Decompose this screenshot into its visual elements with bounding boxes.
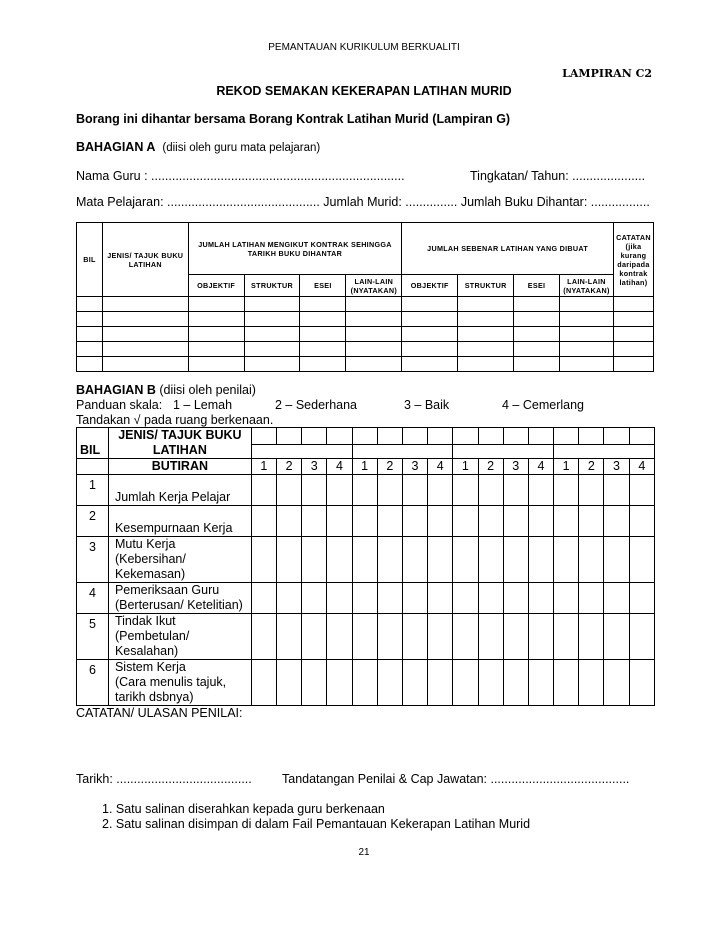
rating-cell[interactable]: [277, 537, 302, 583]
panduan-label: Panduan skala:: [76, 398, 163, 412]
criteria-line: (Berterusan/ Ketelitian): [114, 598, 243, 612]
catatan-ulasan-label: CATATAN/ ULASAN PENILAI:: [76, 706, 243, 720]
tarikh-field: Tarikh: .......................................: [76, 772, 252, 786]
rating-cell[interactable]: [352, 583, 377, 614]
empty-row[interactable]: [77, 297, 654, 312]
section-a-heading: [76, 140, 320, 154]
empty-row[interactable]: [77, 327, 654, 342]
criteria-row: [77, 583, 655, 614]
rating-cell[interactable]: [528, 583, 553, 614]
rating-cell[interactable]: [528, 506, 553, 537]
sub-objektif: OBJEKTIF: [188, 275, 244, 297]
criteria-line: tarikh dsbnya): [114, 690, 194, 704]
rating-cell[interactable]: [428, 475, 453, 506]
rating-cell[interactable]: [554, 583, 579, 614]
scale-num: 2: [377, 459, 402, 475]
criteria-line: (Pembetulan/: [114, 629, 190, 643]
scale-num: 2: [478, 459, 503, 475]
scale-num: 2: [277, 459, 302, 475]
rating-cell[interactable]: [604, 660, 629, 706]
rating-cell[interactable]: [478, 506, 503, 537]
section-b-table: [76, 427, 655, 706]
bil-header: BIL: [77, 428, 109, 459]
rating-cell[interactable]: [251, 537, 276, 583]
scale-num: 3: [302, 459, 327, 475]
note-1: 1. Satu salinan diserahkan kepada guru berkenaan: [102, 802, 385, 816]
criteria-line: Jumlah Kerja Pelajar: [114, 490, 231, 504]
rating-cell[interactable]: [554, 475, 579, 506]
scale-num: 1: [352, 459, 377, 475]
rating-cell[interactable]: [528, 537, 553, 583]
rating-cell[interactable]: [453, 475, 478, 506]
rating-cell[interactable]: [352, 506, 377, 537]
scale-num: 1: [554, 459, 579, 475]
rating-cell[interactable]: [327, 614, 352, 660]
rating-cell[interactable]: [554, 506, 579, 537]
criteria-line: Mutu Kerja: [114, 537, 176, 551]
rating-cell[interactable]: [428, 614, 453, 660]
sub-struktur: STRUKTUR: [458, 275, 514, 297]
rating-cell[interactable]: [251, 506, 276, 537]
rating-cell[interactable]: [629, 475, 654, 506]
criteria-text: [108, 537, 251, 583]
empty-row[interactable]: [77, 342, 654, 357]
rating-cell[interactable]: [579, 506, 604, 537]
criteria-text: [108, 614, 251, 660]
section-b-heading: [76, 383, 256, 397]
mata-pelajaran-field: Mata Pelajaran: ............................................ Jumlah Murid: ............... Jumlah Buku Dihantar: .................: [76, 195, 650, 209]
rating-cell[interactable]: [352, 660, 377, 706]
scale-num: 3: [604, 459, 629, 475]
rating-cell[interactable]: [604, 506, 629, 537]
rating-cell[interactable]: [579, 614, 604, 660]
tandatangan-field: Tandatangan Penilai & Cap Jawatan: ........................................: [282, 772, 630, 786]
rating-cell[interactable]: [251, 475, 276, 506]
criteria-text: [108, 660, 251, 706]
rating-cell[interactable]: [478, 475, 503, 506]
section-a-title: BAHAGIAN A: [76, 140, 156, 154]
rating-cell[interactable]: [327, 583, 352, 614]
rating-cell[interactable]: [302, 506, 327, 537]
rating-cell[interactable]: [302, 583, 327, 614]
rating-cell[interactable]: [528, 614, 553, 660]
rating-cell[interactable]: [377, 660, 402, 706]
rating-cell[interactable]: [277, 660, 302, 706]
rating-cell[interactable]: [453, 506, 478, 537]
rating-cell[interactable]: [478, 537, 503, 583]
rating-cell[interactable]: [528, 475, 553, 506]
criteria-line: Kekemasan): [114, 567, 186, 581]
criteria-row: [77, 506, 655, 537]
scale-3: 3 – Baik: [404, 398, 450, 412]
empty-row[interactable]: [77, 312, 654, 327]
page-header: PEMANTAUAN KURIKULUM BERKUALITI: [268, 42, 460, 53]
criteria-line: Sistem Kerja: [114, 660, 186, 674]
nama-guru-field: Nama Guru : .........................................................................: [76, 169, 405, 183]
sub-struktur: STRUKTUR: [244, 275, 300, 297]
rating-cell[interactable]: [352, 614, 377, 660]
kontrak-header: JUMLAH LATIHAN MENGIKUT KONTRAK SEHINGGA TARIKH BUKU DIHANTAR: [188, 223, 402, 275]
rating-cell[interactable]: [402, 660, 427, 706]
tandakan-instruction: Tandakan √ pada ruang berkenaan.: [76, 413, 274, 427]
rating-cell[interactable]: [302, 660, 327, 706]
sub-lain-lain: LAIN-LAIN (NYATAKAN): [346, 275, 402, 297]
rating-cell[interactable]: [503, 614, 528, 660]
criteria-line: (Cara menulis tajuk,: [114, 675, 227, 689]
butiran-header: BUTIRAN: [108, 459, 251, 475]
scale-num: 4: [528, 459, 553, 475]
rating-cell[interactable]: [453, 583, 478, 614]
rating-cell[interactable]: [604, 614, 629, 660]
criteria-row: [77, 475, 655, 506]
form-title: REKOD SEMAKAN KEKERAPAN LATIHAN MURID: [216, 84, 512, 98]
criteria-row: [77, 660, 655, 706]
rating-cell[interactable]: [402, 614, 427, 660]
lampiran-label: LAMPIRAN C2: [562, 67, 652, 80]
criteria-number: 2: [77, 506, 109, 537]
section-b-note: (diisi oleh penilai): [159, 383, 256, 397]
rating-cell[interactable]: [402, 506, 427, 537]
section-b-title: BAHAGIAN B: [76, 383, 156, 397]
scale-4: 4 – Cemerlang: [502, 398, 584, 412]
rating-cell[interactable]: [503, 660, 528, 706]
catatan-header: CATATAN (jika kurang daripada kontrak latihan): [613, 223, 653, 297]
rating-cell[interactable]: [352, 537, 377, 583]
sub-esei: ESEI: [514, 275, 560, 297]
rating-cell[interactable]: [503, 506, 528, 537]
rating-cell[interactable]: [629, 583, 654, 614]
section-a-table: [76, 222, 654, 372]
form-subtitle: Borang ini dihantar bersama Borang Kontrak Latihan Murid (Lampiran G): [76, 112, 511, 126]
rating-cell[interactable]: [453, 537, 478, 583]
rating-cell[interactable]: [579, 475, 604, 506]
scale-num: 4: [327, 459, 352, 475]
empty-row[interactable]: [77, 357, 654, 372]
rating-cell[interactable]: [352, 475, 377, 506]
rating-cell[interactable]: [277, 614, 302, 660]
rating-cell[interactable]: [629, 506, 654, 537]
criteria-text: [108, 475, 251, 506]
rating-cell[interactable]: [327, 537, 352, 583]
rating-cell[interactable]: [402, 537, 427, 583]
rating-cell[interactable]: [377, 475, 402, 506]
criteria-row: [77, 537, 655, 583]
criteria-number: 4: [77, 583, 109, 614]
rating-cell[interactable]: [327, 660, 352, 706]
rating-cell[interactable]: [579, 660, 604, 706]
rating-cell[interactable]: [302, 537, 327, 583]
rating-cell[interactable]: [478, 660, 503, 706]
rating-cell[interactable]: [302, 475, 327, 506]
rating-cell[interactable]: [503, 475, 528, 506]
scale-2: 2 – Sederhana: [275, 398, 358, 412]
rating-cell[interactable]: [554, 537, 579, 583]
jenis-header: JENIS/ TAJUK BUKU LATIHAN: [102, 223, 188, 297]
criteria-number: 5: [77, 614, 109, 660]
jenis-header: JENIS/ TAJUK BUKU LATIHAN: [108, 428, 251, 459]
rating-cell[interactable]: [453, 614, 478, 660]
rating-cell[interactable]: [629, 537, 654, 583]
sub-objektif: OBJEKTIF: [402, 275, 458, 297]
criteria-line: Tindak Ikut: [114, 614, 176, 628]
bil-header: BIL: [77, 223, 103, 297]
rating-cell[interactable]: [604, 583, 629, 614]
tingkatan-field: Tingkatan/ Tahun: .....................: [470, 169, 646, 183]
criteria-text: [108, 583, 251, 614]
rating-cell[interactable]: [302, 614, 327, 660]
rating-cell[interactable]: [453, 660, 478, 706]
rating-cell[interactable]: [402, 583, 427, 614]
rating-cell[interactable]: [377, 614, 402, 660]
rating-cell[interactable]: [377, 583, 402, 614]
rating-cell[interactable]: [251, 583, 276, 614]
sub-esei: ESEI: [300, 275, 346, 297]
sub-lain-lain: LAIN-LAIN (NYATAKAN): [559, 275, 613, 297]
criteria-line: Pemeriksaan Guru: [114, 583, 220, 597]
criteria-row: [77, 614, 655, 660]
rating-cell[interactable]: [604, 475, 629, 506]
rating-cell[interactable]: [402, 475, 427, 506]
rating-cell[interactable]: [428, 506, 453, 537]
rating-cell[interactable]: [503, 583, 528, 614]
rating-cell[interactable]: [327, 506, 352, 537]
page-number: 21: [358, 847, 370, 858]
scale-num: 3: [503, 459, 528, 475]
criteria-line: Kesempurnaan Kerja: [114, 521, 233, 535]
rating-cell[interactable]: [428, 660, 453, 706]
rating-cell[interactable]: [377, 506, 402, 537]
rating-cell[interactable]: [554, 614, 579, 660]
criteria-number: 1: [77, 475, 109, 506]
rating-cell[interactable]: [327, 475, 352, 506]
rating-cell[interactable]: [579, 537, 604, 583]
rating-cell[interactable]: [277, 583, 302, 614]
scale-num: 4: [428, 459, 453, 475]
rating-cell[interactable]: [277, 475, 302, 506]
rating-cell[interactable]: [251, 660, 276, 706]
scale-num: 2: [579, 459, 604, 475]
rating-cell[interactable]: [579, 583, 604, 614]
rating-cell[interactable]: [554, 660, 579, 706]
rating-cell[interactable]: [428, 537, 453, 583]
rating-cell[interactable]: [377, 537, 402, 583]
rating-cell[interactable]: [604, 537, 629, 583]
criteria-line: (Kebersihan/: [114, 552, 186, 566]
rating-cell[interactable]: [503, 537, 528, 583]
criteria-number: 6: [77, 660, 109, 706]
rating-cell[interactable]: [277, 506, 302, 537]
scale-num: 1: [453, 459, 478, 475]
scale-num: 3: [402, 459, 427, 475]
scale-num: 1: [251, 459, 276, 475]
rating-cell[interactable]: [251, 614, 276, 660]
rating-cell[interactable]: [528, 660, 553, 706]
criteria-text: [108, 506, 251, 537]
rating-cell[interactable]: [478, 583, 503, 614]
rating-cell[interactable]: [428, 583, 453, 614]
criteria-line: Kesalahan): [114, 644, 179, 658]
note-2: 2. Satu salinan disimpan di dalam Fail Pemantauan Kekerapan Latihan Murid: [102, 817, 531, 831]
section-a-note: (diisi oleh guru mata pelajaran): [162, 142, 321, 154]
scale-1: 1 – Lemah: [173, 398, 233, 412]
rating-cell[interactable]: [478, 614, 503, 660]
criteria-number: 3: [77, 537, 109, 583]
sebenar-header: JUMLAH SEBENAR LATIHAN YANG DIBUAT: [402, 223, 614, 275]
scale-num: 4: [629, 459, 654, 475]
rating-cell[interactable]: [629, 660, 654, 706]
rating-cell[interactable]: [629, 614, 654, 660]
